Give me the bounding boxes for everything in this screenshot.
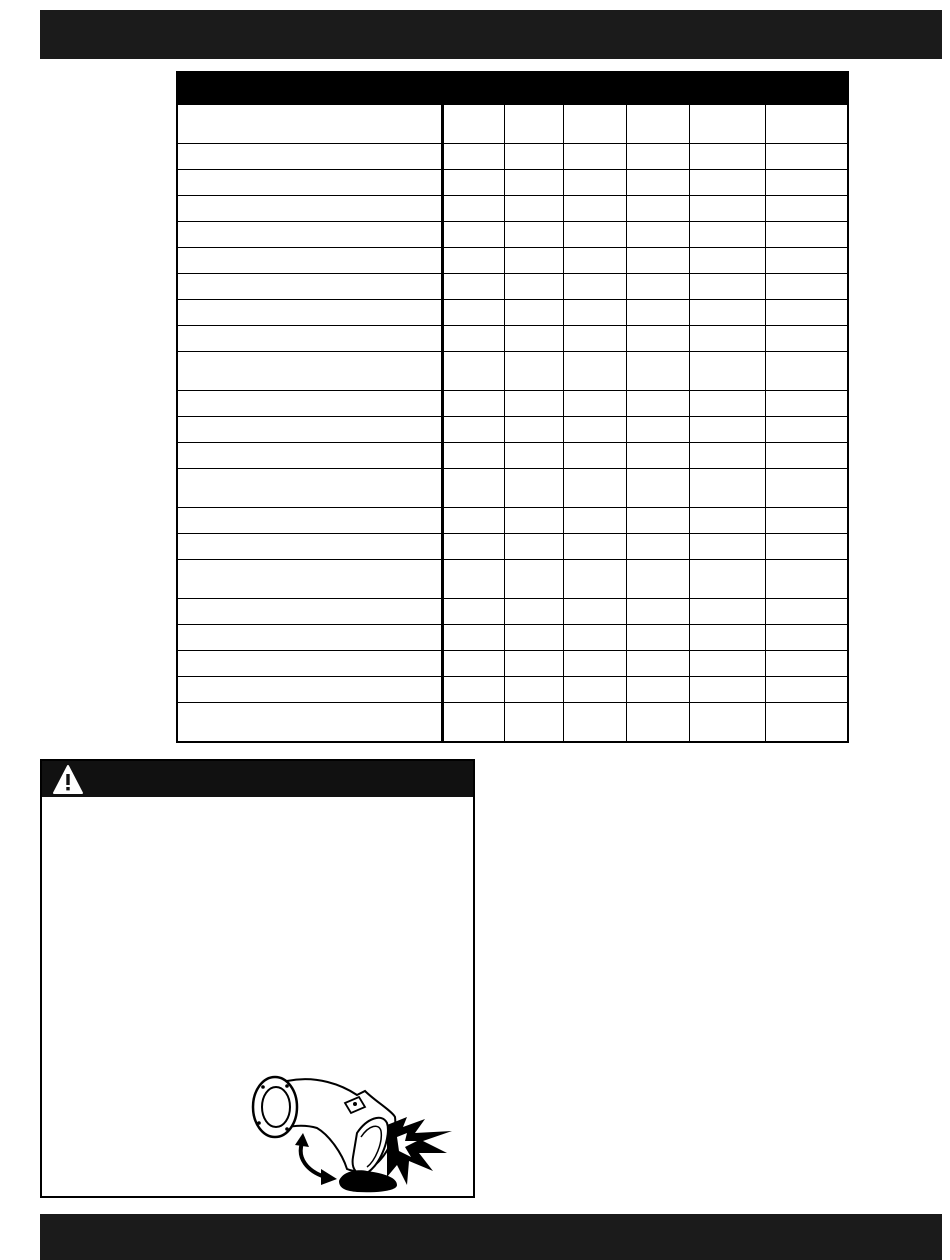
spec-table xyxy=(176,71,849,743)
value-cell xyxy=(626,105,689,144)
value-cell xyxy=(689,248,765,274)
value-cell xyxy=(626,443,689,469)
value-cell xyxy=(689,105,765,144)
value-cell xyxy=(689,599,765,625)
table-row xyxy=(177,443,848,469)
value-cell xyxy=(689,625,765,651)
value-cell xyxy=(442,625,504,651)
value-cell xyxy=(504,469,563,508)
value-cell xyxy=(626,326,689,352)
table-row xyxy=(177,248,848,274)
value-cell xyxy=(765,417,848,443)
value-cell xyxy=(504,144,563,170)
value-cell xyxy=(504,326,563,352)
warning-box xyxy=(40,759,475,1198)
footer-bar xyxy=(40,1214,942,1260)
value-cell xyxy=(626,703,689,743)
value-cell xyxy=(626,534,689,560)
value-cell xyxy=(765,170,848,196)
row-label-cell xyxy=(177,144,442,170)
pump-elbow-crack-illustration xyxy=(247,1073,457,1193)
value-cell xyxy=(442,560,504,599)
row-label-cell xyxy=(177,105,442,144)
value-cell xyxy=(689,391,765,417)
value-cell xyxy=(626,677,689,703)
row-label-cell xyxy=(177,677,442,703)
row-label-cell xyxy=(177,651,442,677)
row-label-cell xyxy=(177,352,442,391)
value-cell xyxy=(765,443,848,469)
value-cell xyxy=(689,274,765,300)
value-cell xyxy=(504,677,563,703)
value-cell xyxy=(563,300,626,326)
row-label-cell xyxy=(177,326,442,352)
value-cell xyxy=(689,170,765,196)
value-cell xyxy=(765,534,848,560)
value-cell xyxy=(765,326,848,352)
value-cell xyxy=(765,352,848,391)
value-cell xyxy=(442,703,504,743)
value-cell xyxy=(689,196,765,222)
value-cell xyxy=(626,248,689,274)
value-cell xyxy=(689,534,765,560)
table-row xyxy=(177,352,848,391)
value-cell xyxy=(689,144,765,170)
value-cell xyxy=(563,391,626,417)
row-label-cell xyxy=(177,248,442,274)
value-cell xyxy=(626,651,689,677)
value-cell xyxy=(504,651,563,677)
value-cell xyxy=(504,248,563,274)
table-row xyxy=(177,625,848,651)
value-cell xyxy=(626,222,689,248)
value-cell xyxy=(689,469,765,508)
value-cell xyxy=(765,300,848,326)
value-cell xyxy=(765,469,848,508)
value-cell xyxy=(765,651,848,677)
warning-header xyxy=(42,761,473,797)
value-cell xyxy=(563,651,626,677)
value-cell xyxy=(442,222,504,248)
value-cell xyxy=(563,534,626,560)
value-cell xyxy=(626,274,689,300)
row-label-cell xyxy=(177,443,442,469)
table-row xyxy=(177,599,848,625)
value-cell xyxy=(442,651,504,677)
row-label-cell xyxy=(177,534,442,560)
row-label-cell xyxy=(177,417,442,443)
value-cell xyxy=(504,534,563,560)
row-label-cell xyxy=(177,391,442,417)
value-cell xyxy=(563,703,626,743)
value-cell xyxy=(689,300,765,326)
value-cell xyxy=(689,417,765,443)
table-row xyxy=(177,417,848,443)
value-cell xyxy=(442,196,504,222)
table-row xyxy=(177,222,848,248)
value-cell xyxy=(626,170,689,196)
value-cell xyxy=(765,248,848,274)
value-cell xyxy=(689,651,765,677)
table-row xyxy=(177,196,848,222)
value-cell xyxy=(442,677,504,703)
value-cell xyxy=(626,625,689,651)
table-row xyxy=(177,391,848,417)
value-cell xyxy=(563,560,626,599)
row-label-cell xyxy=(177,469,442,508)
table-row xyxy=(177,677,848,703)
value-cell xyxy=(563,599,626,625)
value-cell xyxy=(689,508,765,534)
value-cell xyxy=(765,625,848,651)
value-cell xyxy=(563,326,626,352)
value-cell xyxy=(504,170,563,196)
table-row xyxy=(177,170,848,196)
value-cell xyxy=(626,144,689,170)
header-bar xyxy=(40,10,942,59)
value-cell xyxy=(626,300,689,326)
value-cell xyxy=(504,222,563,248)
value-cell xyxy=(563,248,626,274)
value-cell xyxy=(689,677,765,703)
table-row xyxy=(177,274,848,300)
value-cell xyxy=(765,144,848,170)
value-cell xyxy=(689,443,765,469)
table-row xyxy=(177,508,848,534)
table-row xyxy=(177,651,848,677)
value-cell xyxy=(504,274,563,300)
table-title-bar xyxy=(177,72,848,105)
value-cell xyxy=(504,417,563,443)
value-cell xyxy=(626,560,689,599)
value-cell xyxy=(442,352,504,391)
value-cell xyxy=(765,274,848,300)
value-cell xyxy=(563,222,626,248)
table-row xyxy=(177,560,848,599)
value-cell xyxy=(504,352,563,391)
value-cell xyxy=(626,599,689,625)
value-cell xyxy=(689,560,765,599)
value-cell xyxy=(442,417,504,443)
table-row xyxy=(177,469,848,508)
value-cell xyxy=(765,560,848,599)
row-label-cell xyxy=(177,222,442,248)
value-cell xyxy=(765,391,848,417)
value-cell xyxy=(442,248,504,274)
table-row xyxy=(177,703,848,743)
value-cell xyxy=(504,703,563,743)
value-cell xyxy=(504,508,563,534)
value-cell xyxy=(504,599,563,625)
value-cell xyxy=(689,703,765,743)
value-cell xyxy=(442,443,504,469)
row-label-cell xyxy=(177,599,442,625)
value-cell xyxy=(442,274,504,300)
value-cell xyxy=(442,105,504,144)
value-cell xyxy=(626,508,689,534)
value-cell xyxy=(504,105,563,144)
value-cell xyxy=(442,391,504,417)
value-cell xyxy=(563,144,626,170)
value-cell xyxy=(689,222,765,248)
value-cell xyxy=(504,300,563,326)
value-cell xyxy=(442,144,504,170)
row-label-cell xyxy=(177,274,442,300)
value-cell xyxy=(689,352,765,391)
row-label-cell xyxy=(177,703,442,743)
value-cell xyxy=(765,508,848,534)
row-label-cell xyxy=(177,508,442,534)
value-cell xyxy=(442,599,504,625)
value-cell xyxy=(626,469,689,508)
value-cell xyxy=(563,274,626,300)
value-cell xyxy=(504,560,563,599)
value-cell xyxy=(563,417,626,443)
value-cell xyxy=(626,352,689,391)
value-cell xyxy=(765,222,848,248)
table-row xyxy=(177,534,848,560)
value-cell xyxy=(563,170,626,196)
value-cell xyxy=(563,443,626,469)
value-cell xyxy=(442,508,504,534)
row-label-cell xyxy=(177,170,442,196)
column-header-row xyxy=(177,105,848,144)
table-row xyxy=(177,144,848,170)
value-cell xyxy=(765,105,848,144)
value-cell xyxy=(442,170,504,196)
table-row xyxy=(177,300,848,326)
warning-triangle-icon xyxy=(52,764,84,795)
value-cell xyxy=(563,508,626,534)
row-label-cell xyxy=(177,560,442,599)
value-cell xyxy=(765,703,848,743)
value-cell xyxy=(689,326,765,352)
value-cell xyxy=(563,352,626,391)
row-label-cell xyxy=(177,196,442,222)
value-cell xyxy=(765,677,848,703)
value-cell xyxy=(563,469,626,508)
value-cell xyxy=(626,196,689,222)
value-cell xyxy=(626,391,689,417)
value-cell xyxy=(442,300,504,326)
value-cell xyxy=(504,443,563,469)
value-cell xyxy=(765,599,848,625)
value-cell xyxy=(442,326,504,352)
value-cell xyxy=(563,105,626,144)
value-cell xyxy=(626,417,689,443)
table-row xyxy=(177,326,848,352)
value-cell xyxy=(563,677,626,703)
value-cell xyxy=(765,196,848,222)
value-cell xyxy=(442,534,504,560)
value-cell xyxy=(442,469,504,508)
value-cell xyxy=(504,625,563,651)
row-label-cell xyxy=(177,300,442,326)
value-cell xyxy=(504,196,563,222)
value-cell xyxy=(563,625,626,651)
value-cell xyxy=(563,196,626,222)
row-label-cell xyxy=(177,625,442,651)
value-cell xyxy=(504,391,563,417)
